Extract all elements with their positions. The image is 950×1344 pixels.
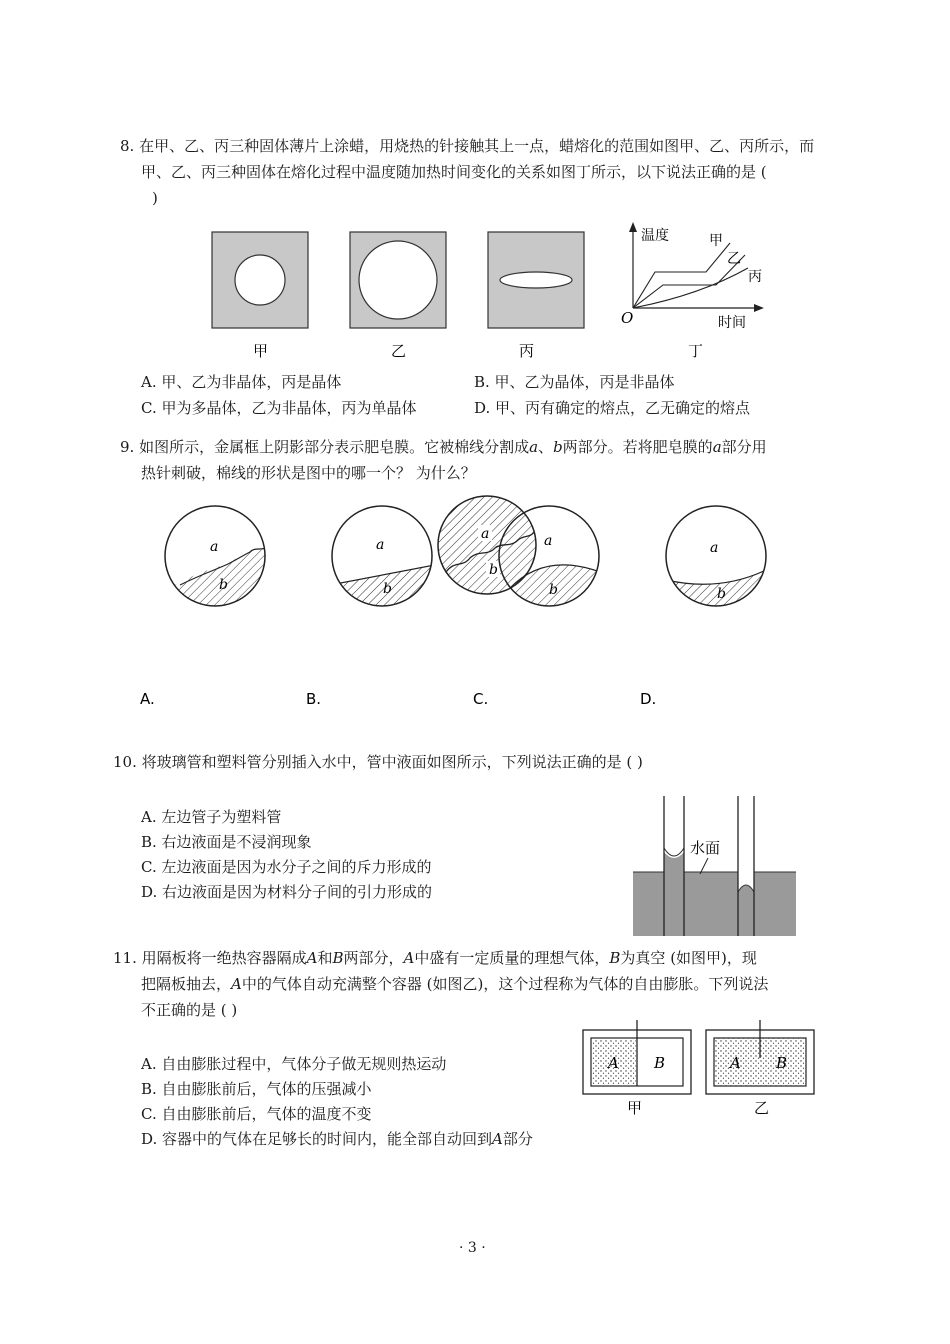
q9-d-label-a: a	[710, 540, 719, 556]
q11-option-c: C. 自由膨胀前后，气体的温度不变	[141, 1105, 372, 1123]
q11-yi-label-b: B	[776, 1054, 788, 1072]
q11-fig-label-yi: 乙	[754, 1099, 770, 1117]
q8-curve-label-yi: 乙	[727, 251, 741, 267]
q9-main-label-a: a	[481, 526, 490, 542]
q11-stem-line3: 不正确的是 ( )	[141, 1001, 238, 1019]
q10-water-label: 水面	[690, 839, 721, 857]
q10-option-d: D. 右边液面是因为材料分子间的引力形成的	[141, 883, 433, 901]
q9-option-c: C.	[473, 690, 489, 708]
q8-stem-line2: 甲、乙、丙三种固体在熔化过程中温度随加热时间变化的关系如图丁所示，以下说法正确的是 (	[141, 163, 767, 181]
q11-text-7: 中的气体自动充满整个容器 (如图乙)，这个过程称为气体的自由膨胀。下列说法	[241, 975, 769, 993]
q11-option-d-text: D. 容器中的气体在足够长的时间内，能全部自动回到	[141, 1130, 493, 1148]
q11-option-d	[141, 1127, 533, 1152]
q8-option-a: A. 甲、乙为非晶体，丙是晶体	[141, 373, 342, 391]
q10-stem: 10. 将玻璃管和塑料管分别插入水中，管中液面如图所示，下列说法正确的是 ( )	[113, 753, 643, 771]
q9-option-d: D.	[640, 690, 657, 708]
q9-option-b: B.	[306, 690, 322, 708]
q8-option-d: D. 甲、丙有确定的熔点，乙无确定的熔点	[474, 399, 751, 417]
q8-fig-label-yi: 乙	[391, 342, 407, 360]
q9-c-label-b: b	[549, 582, 558, 598]
q9-b-label-b: b	[383, 581, 392, 597]
q9-var-a-2: a	[712, 438, 722, 456]
q8-stem-line1: 8. 在甲、乙、丙三种固体薄片上涂蜡，用烧热的针接触其上一点，蜡熔化的范围如图甲、乙、丙所示，而	[120, 137, 815, 155]
q8-fig-label-ding: 丁	[688, 342, 704, 360]
q11-text-1: 11. 用隔板将一绝热容器隔成	[113, 949, 307, 967]
q11-var-a-3: A	[231, 975, 242, 993]
q8-graph-origin: O	[621, 309, 634, 327]
q11-jia-label-a: A	[608, 1054, 619, 1072]
q11-text-6: 把隔板抽去，	[141, 975, 232, 993]
q11-option-d-end: 部分	[502, 1130, 533, 1148]
q8-fig-label-jia: 甲	[253, 342, 269, 360]
q9-c-label-a: a	[544, 533, 553, 549]
q9-a-label-a: a	[210, 539, 219, 555]
q9-text-1: 9. 如图所示，金属框上阴影部分表示肥皂膜。它被棉线分割成	[120, 438, 530, 456]
q11-option-a: A. 自由膨胀过程中，气体分子做无规则热运动	[141, 1055, 447, 1073]
q10-option-b: B. 右边液面是不浸润现象	[141, 833, 312, 851]
q11-var-a: A	[306, 949, 318, 967]
q11-var-b: B	[332, 949, 344, 967]
q11-option-d-var: A	[492, 1130, 503, 1148]
q11-var-a-2: A	[403, 949, 415, 967]
q8-option-b: B. 甲、乙为晶体，丙是非晶体	[474, 373, 675, 391]
q8-curve-label-bing: 丙	[748, 269, 762, 285]
q11-var-b-2: B	[609, 949, 621, 967]
q9-d-label-b: b	[717, 586, 726, 602]
q11-text-3: 两部分，	[343, 949, 404, 967]
q8-stem-line3: )	[152, 189, 158, 207]
page-number: · 3 ·	[459, 1240, 486, 1256]
q9-a-label-b: b	[219, 577, 228, 593]
q8-fig-label-bing: 丙	[519, 342, 535, 360]
q11-text-5: 为真空 (如图甲)，现	[620, 949, 757, 967]
q9-var-a: a	[529, 438, 539, 456]
q8-option-c: C. 甲为多晶体，乙为非晶体，丙为单晶体	[141, 399, 417, 417]
q10-option-c: C. 左边液面是因为水分子之间的斥力形成的	[141, 858, 432, 876]
q11-fig-label-jia: 甲	[627, 1099, 643, 1117]
q9-stem-line2: 热针刺破，棉线的形状是图中的哪一个？ 为什么？	[141, 464, 476, 482]
q9-text-2: 两部分。若将肥皂膜的	[562, 438, 713, 456]
q11-text-2: 和	[317, 949, 333, 967]
q9-main-label-b: b	[489, 562, 498, 578]
q8-curve-label-jia: 甲	[709, 233, 723, 249]
q9-option-a: A.	[140, 690, 155, 708]
q8-graph-xlabel: 时间	[718, 315, 746, 331]
q9-sep: 、	[538, 438, 554, 456]
q11-jia-label-b: B	[654, 1054, 666, 1072]
q9-b-label-a: a	[376, 537, 385, 553]
q11-text-4: 中盛有一定质量的理想气体，	[414, 949, 610, 967]
q10-option-a: A. 左边管子为塑料管	[141, 808, 282, 826]
q8-graph-ylabel: 温度	[641, 228, 669, 244]
q9-var-b: b	[553, 438, 563, 456]
q11-option-b: B. 自由膨胀前后，气体的压强减小	[141, 1080, 372, 1098]
q11-yi-label-a: A	[730, 1054, 741, 1072]
q9-text-3: 部分用	[721, 438, 767, 456]
